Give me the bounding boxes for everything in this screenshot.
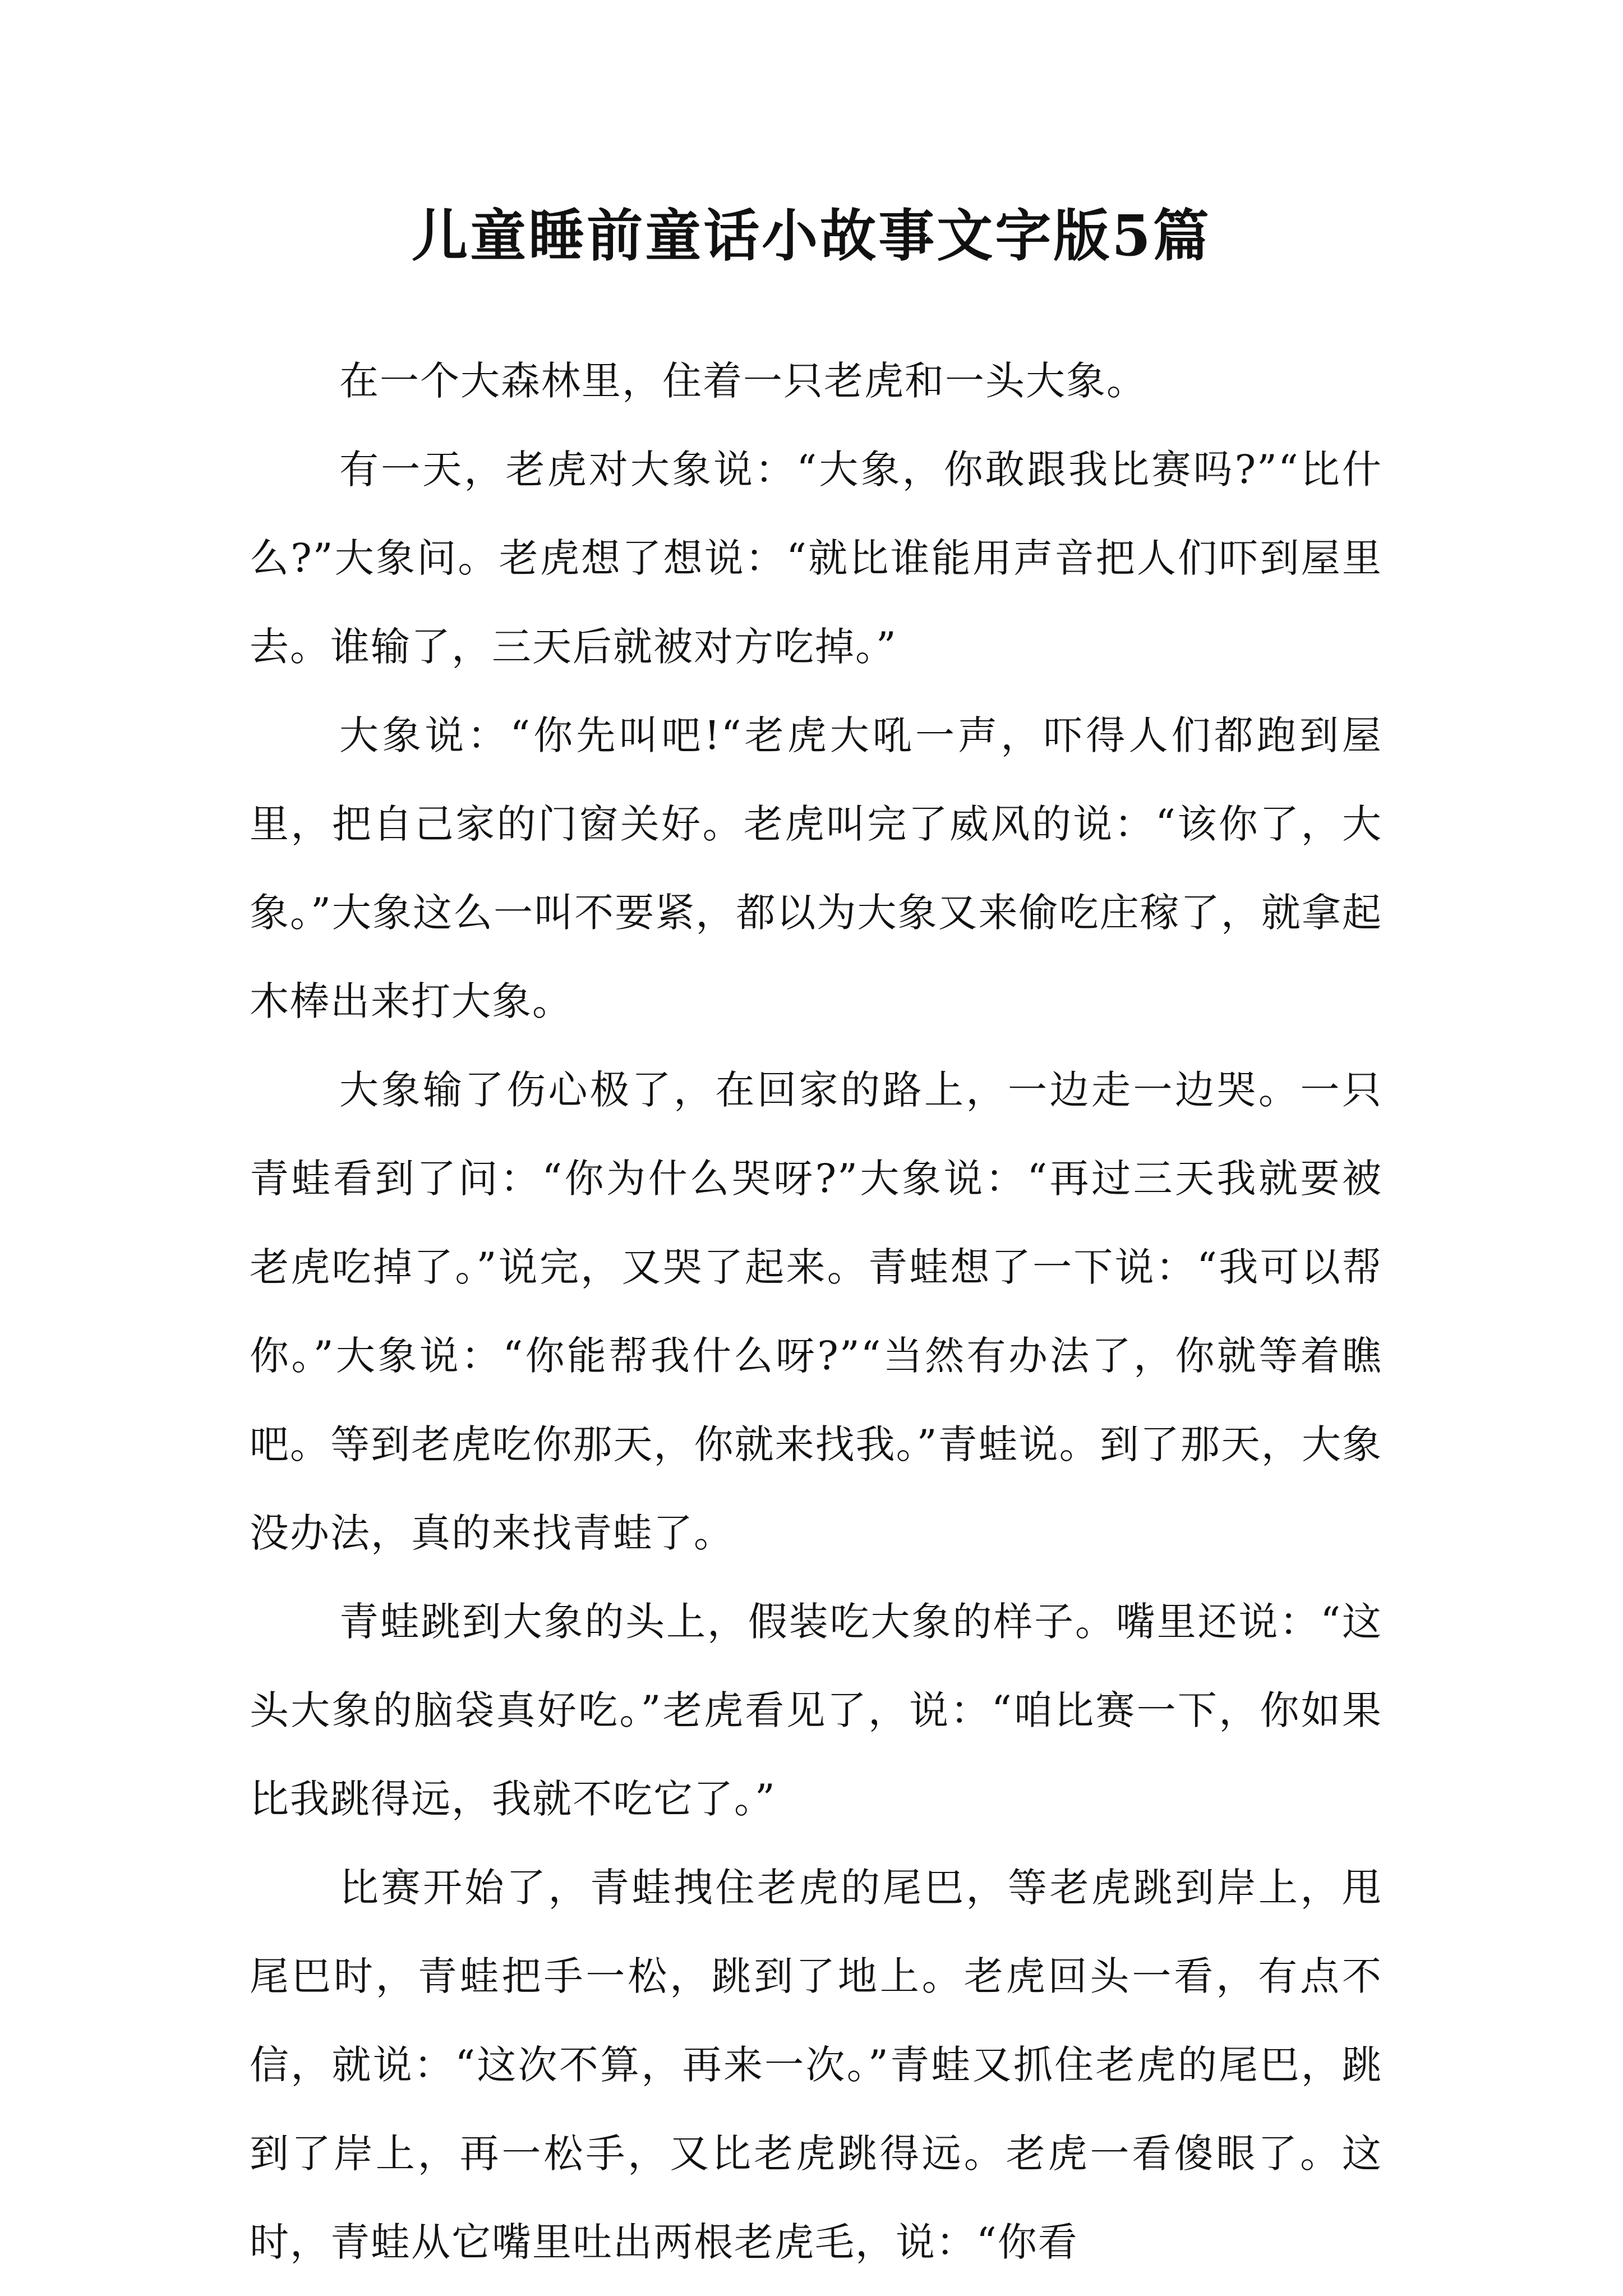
document-body xyxy=(250,337,1382,2286)
paragraph-4: 大象输了伤心极了，在回家的路上，一边走一边哭。一只青蛙看到了问：“你为什么哭呀?”大象说：“再过三天我就要被老虎吃掉了。”说完，又哭了起来。青蛙想了一下说：“我可以帮你。”大象说：“你能帮我什么呀?”“当然有办法了，你就等着瞧吧。等到老虎吃你那天，你就来找我。”青蛙说。到了那天，大象没办法，真的来找青蛙了。 xyxy=(250,1067,1382,1556)
paragraph-5: 青蛙跳到大象的头上，假装吃大象的样子。嘴里还说：“这头大象的脑袋真好吃。”老虎看见了，说：“咱比赛一下，你如果比我跳得远，我就不吃它了。” xyxy=(250,1599,1382,1822)
document-title: 儿童睡前童话小故事文字版5篇 xyxy=(412,203,1211,269)
paragraph-3: 大象说：“你先叫吧!“老虎大吼一声，吓得人们都跑到屋里，把自己家的门窗关好。老虎叫完了威风的说：“该你了，大象。”大象这么一叫不要紧，都以为大象又来偷吃庄稼了，就拿起木棒出来打大象。 xyxy=(250,712,1382,1024)
paragraph-1: 在一个大森林里，住着一只老虎和一头大象。 xyxy=(339,358,1147,404)
paragraph-2: 有一天，老虎对大象说：“大象，你敢跟我比赛吗?”“比什么?”大象问。老虎想了想说：“就比谁能用声音把人们吓到屋里去。谁输了，三天后就被对方吃掉。” xyxy=(250,447,1382,670)
paragraph-6: 比赛开始了，青蛙拽住老虎的尾巴，等老虎跳到岸上，甩尾巴时，青蛙把手一松，跳到了地上。老虎回头一看，有点不信，就说：“这次不算，再来一次。”青蛙又抓住老虎的尾巴，跳到了岸上，再一松手，又比老虎跳得远。老虎一看傻眼了。这时，青蛙从它嘴里吐出两根老虎毛，说：“你看 xyxy=(250,1865,1382,2265)
